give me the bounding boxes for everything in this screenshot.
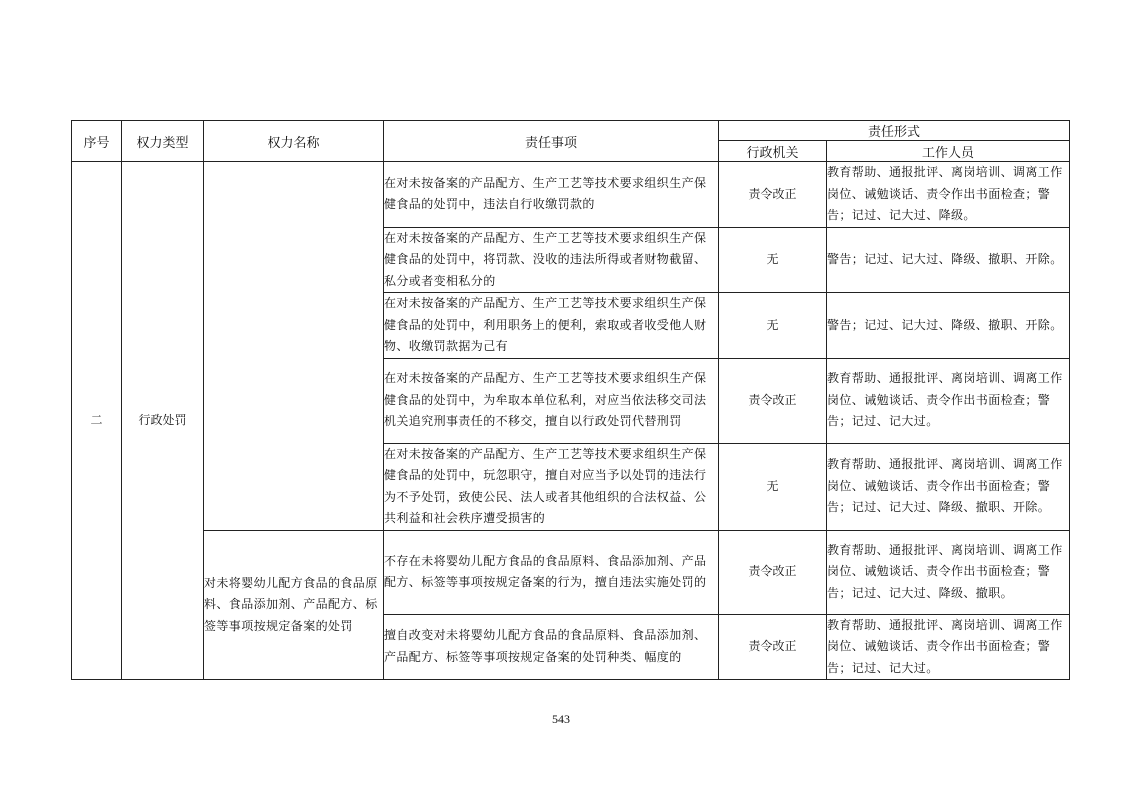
staff-cell: 教育帮助、通报批评、离岗培训、调离工作岗位、诫勉谈话、责令作出书面检查；警告；记过、记大过。 xyxy=(827,614,1070,680)
header-power-type: 权力类型 xyxy=(122,121,204,162)
seq-cell: 二 xyxy=(72,162,122,680)
staff-cell: 警告；记过、记大过、降级、撤职、开除。 xyxy=(827,293,1070,359)
admin-agency-cell: 无 xyxy=(719,293,827,359)
duty-item-cell: 在对未按备案的产品配方、生产工艺等技术要求组织生产保健食品的处罚中，利用职务上的便利，索取或者收受他人财物、收缴罚款据为己有 xyxy=(384,293,719,359)
header-duty-form: 责任形式 xyxy=(719,121,1070,141)
table-row xyxy=(72,530,1070,614)
duty-item-cell: 在对未按备案的产品配方、生产工艺等技术要求组织生产保健食品的处罚中，为牟取本单位私利，对应当依法移交司法机关追究刑事责任的不移交，擅自以行政处罚代替刑罚 xyxy=(384,358,719,443)
header-power-name: 权力名称 xyxy=(204,121,384,162)
header-admin-agency: 行政机关 xyxy=(719,141,827,162)
header-duty-item: 责任事项 xyxy=(384,121,719,162)
admin-agency-cell: 责令改正 xyxy=(719,358,827,443)
table-row xyxy=(72,162,1070,228)
page-number: 543 xyxy=(552,712,570,726)
responsibility-table xyxy=(71,120,1070,680)
header-seq: 序号 xyxy=(72,121,122,162)
admin-agency-cell: 责令改正 xyxy=(719,614,827,680)
staff-cell: 警告；记过、记大过、降级、撤职、开除。 xyxy=(827,227,1070,293)
duty-item-cell: 擅自改变对未将婴幼儿配方食品的食品原料、食品添加剂、产品配方、标签等事项按规定备案的处罚种类、幅度的 xyxy=(384,614,719,680)
power-name-cell xyxy=(204,162,384,531)
admin-agency-cell: 责令改正 xyxy=(719,530,827,614)
power-type-cell: 行政处罚 xyxy=(122,162,204,680)
duty-item-cell: 在对未按备案的产品配方、生产工艺等技术要求组织生产保健食品的处罚中，违法自行收缴罚款的 xyxy=(384,162,719,228)
admin-agency-cell: 无 xyxy=(719,443,827,530)
staff-cell: 教育帮助、通报批评、离岗培训、调离工作岗位、诫勉谈话、责令作出书面检查；警告；记过、记大过、降级、撤职。 xyxy=(827,530,1070,614)
staff-cell: 教育帮助、通报批评、离岗培训、调离工作岗位、诫勉谈话、责令作出书面检查；警告；记过、记大过、降级、撤职、开除。 xyxy=(827,443,1070,530)
staff-cell: 教育帮助、通报批评、离岗培训、调离工作岗位、诫勉谈话、责令作出书面检查；警告；记过、记大过、降级。 xyxy=(827,162,1070,228)
admin-agency-cell: 无 xyxy=(719,227,827,293)
duty-item-cell: 在对未按备案的产品配方、生产工艺等技术要求组织生产保健食品的处罚中，玩忽职守，擅自对应当予以处罚的违法行为不予处罚，致使公民、法人或者其他组织的合法权益、公共利益和社会秩序遭受损害的 xyxy=(384,443,719,530)
power-name-cell: 对未将婴幼儿配方食品的食品原料、食品添加剂、产品配方、标签等事项按规定备案的处罚 xyxy=(204,530,384,680)
duty-item-cell: 不存在未将婴幼儿配方食品的食品原料、食品添加剂、产品配方、标签等事项按规定备案的行为，擅自违法实施处罚的 xyxy=(384,530,719,614)
admin-agency-cell: 责令改正 xyxy=(719,162,827,228)
staff-cell: 教育帮助、通报批评、离岗培训、调离工作岗位、诫勉谈话、责令作出书面检查；警告；记过、记大过。 xyxy=(827,358,1070,443)
duty-item-cell: 在对未按备案的产品配方、生产工艺等技术要求组织生产保健食品的处罚中，将罚款、没收的违法所得或者财物截留、私分或者变相私分的 xyxy=(384,227,719,293)
header-staff: 工作人员 xyxy=(827,141,1070,162)
